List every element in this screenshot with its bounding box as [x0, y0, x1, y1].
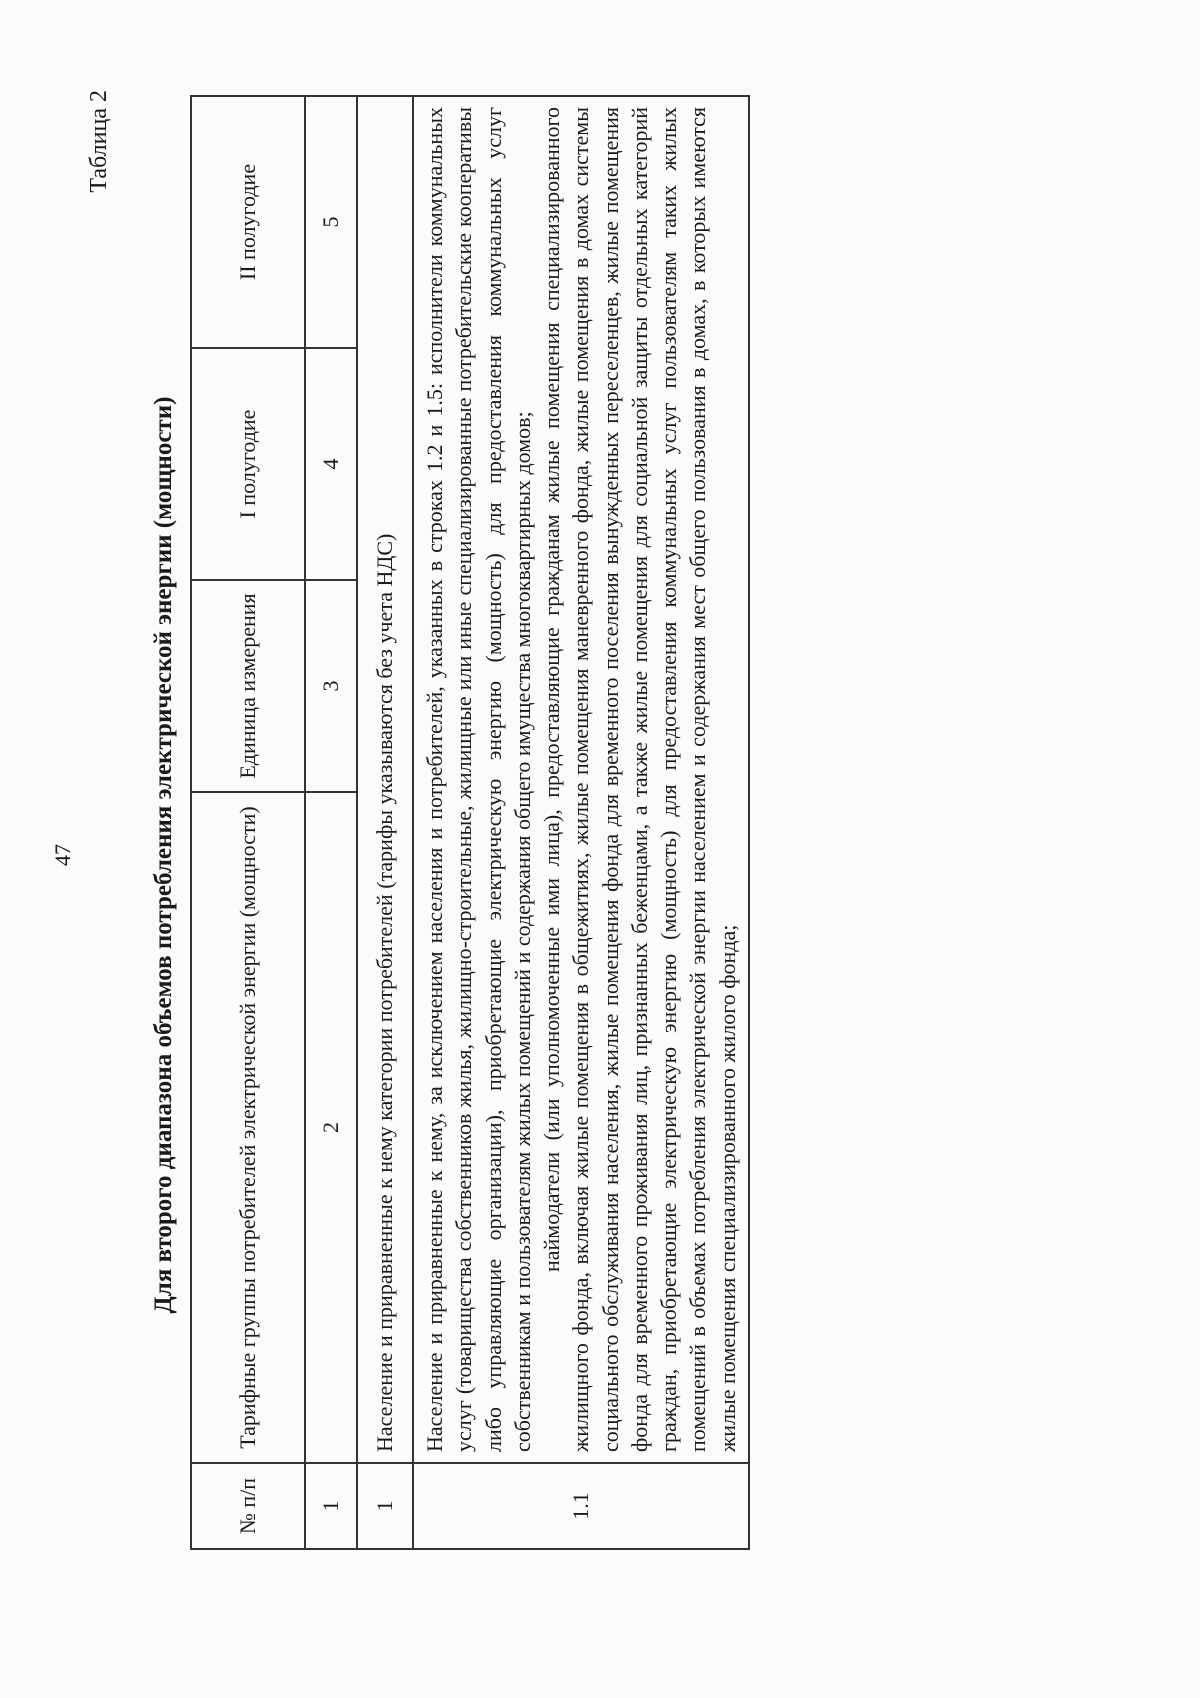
row-num: 1.1	[413, 1463, 749, 1549]
tariff-table	[190, 95, 750, 1550]
column-index: 1	[305, 1463, 357, 1549]
header-row	[191, 96, 305, 1549]
row-paragraph-2: наймодатели (или уполномоченные ими лица), предоставляющие гражданам жилые помещения специализированного жилищного фонда, включая жилые помещения в общежитиях, жилые помещения маневренного фонда, жилые помещения в домах системы социального обслуживания населения, жилые помещения фонда для временного поселения вынужденных переселенцев, жилые помещения фонда для временного проживания лиц, признанных беженцами, а также жилые помещения для социальной защиты отдельных категорий граждан, приобретающие электрическую энергию (мощность) для предоставления коммунальных услуг пользователям таких жилых помещений в объемах потребления электрической энергии населением и содержания мест общего пользования в домах, в которых имеются жилые помещения специализированного жилого фонда;	[539, 107, 740, 1452]
table-title: Для второго диапазона объемов потребления электрической энергии (мощности)	[150, 396, 177, 1314]
header-unit: Единица измерения	[191, 580, 305, 792]
rotated-page-content	[50, 50, 930, 1660]
header-num: № п/п	[191, 1463, 305, 1549]
section-row	[357, 96, 413, 1549]
row-paragraph-1: Население и приравненные к нему, за исключением населения и потребителей, указанных в строках 1.2 и 1.5: исполнители коммунальных услуг (товарищества собственников жилья, жилищно-строительные, жилищные или иные специализированные потребительские кооперативы либо управляющие организации), приобретающие электрическую энергию (мощность) для предоставления коммунальных услуг собственникам и пользователям жилых помещений и содержания общего имущества многоквартирных домов;	[422, 107, 535, 1452]
table-label: Таблица 2	[86, 90, 112, 193]
row-description	[413, 96, 749, 1463]
column-index: 4	[305, 348, 357, 580]
column-index-row	[305, 96, 357, 1549]
section-num: 1	[357, 1463, 413, 1549]
table-row	[413, 96, 749, 1549]
column-index: 2	[305, 792, 357, 1463]
column-index: 3	[305, 580, 357, 792]
header-half2: II полугодие	[191, 96, 305, 348]
column-index: 5	[305, 96, 357, 348]
header-half1: I полугодие	[191, 348, 305, 580]
header-group: Тарифные группы потребителей электрической энергии (мощности)	[191, 792, 305, 1463]
section-text: Население и приравненные к нему категории потребителей (тарифы указываются без учета НДС)	[357, 96, 413, 1463]
page-number: 47	[50, 844, 75, 866]
